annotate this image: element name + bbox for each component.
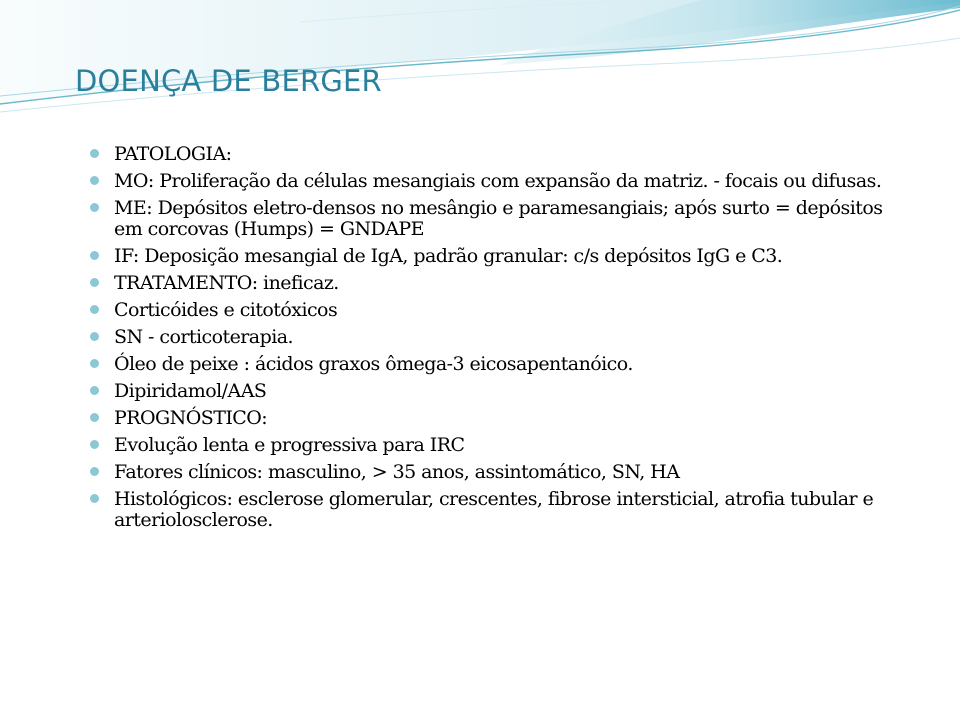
wave-decoration [0,0,960,120]
bullet-item: ME: Depósitos eletro-densos no mesângio e paramesangiais; após surto = depósitos em corcovas (Humps) = GNDAPE [90,198,890,240]
bullet-item: MO: Proliferação da células mesangiais com expansão da matriz. - focais ou difusas. [90,171,890,192]
bullet-item: TRATAMENTO: ineficaz. [90,273,890,294]
bullet-item: Histológicos: esclerose glomerular, crescentes, fibrose intersticial, atrofia tubular e arteriolosclerose. [90,489,890,531]
bullet-item: Dipiridamol/AAS [90,381,890,402]
bullet-item: Fatores clínicos: masculino, > 35 anos, assintomático, SN, HA [90,462,890,483]
bullet-item: IF: Deposição mesangial de IgA, padrão granular: c/s depósitos IgG e C3. [90,246,890,267]
slide-title: DOENÇA DE BERGER [75,64,382,98]
bullet-item: Evolução lenta e progressiva para IRC [90,435,890,456]
bullet-item: Óleo de peixe : ácidos graxos ômega-3 eicosapentanóico. [90,354,890,375]
bullet-list [90,144,890,537]
bullet-item: Corticóides e citotóxicos [90,300,890,321]
bullet-item: PATOLOGIA: [90,144,890,165]
bullet-item: PROGNÓSTICO: [90,408,890,429]
bullet-item: SN - corticoterapia. [90,327,890,348]
